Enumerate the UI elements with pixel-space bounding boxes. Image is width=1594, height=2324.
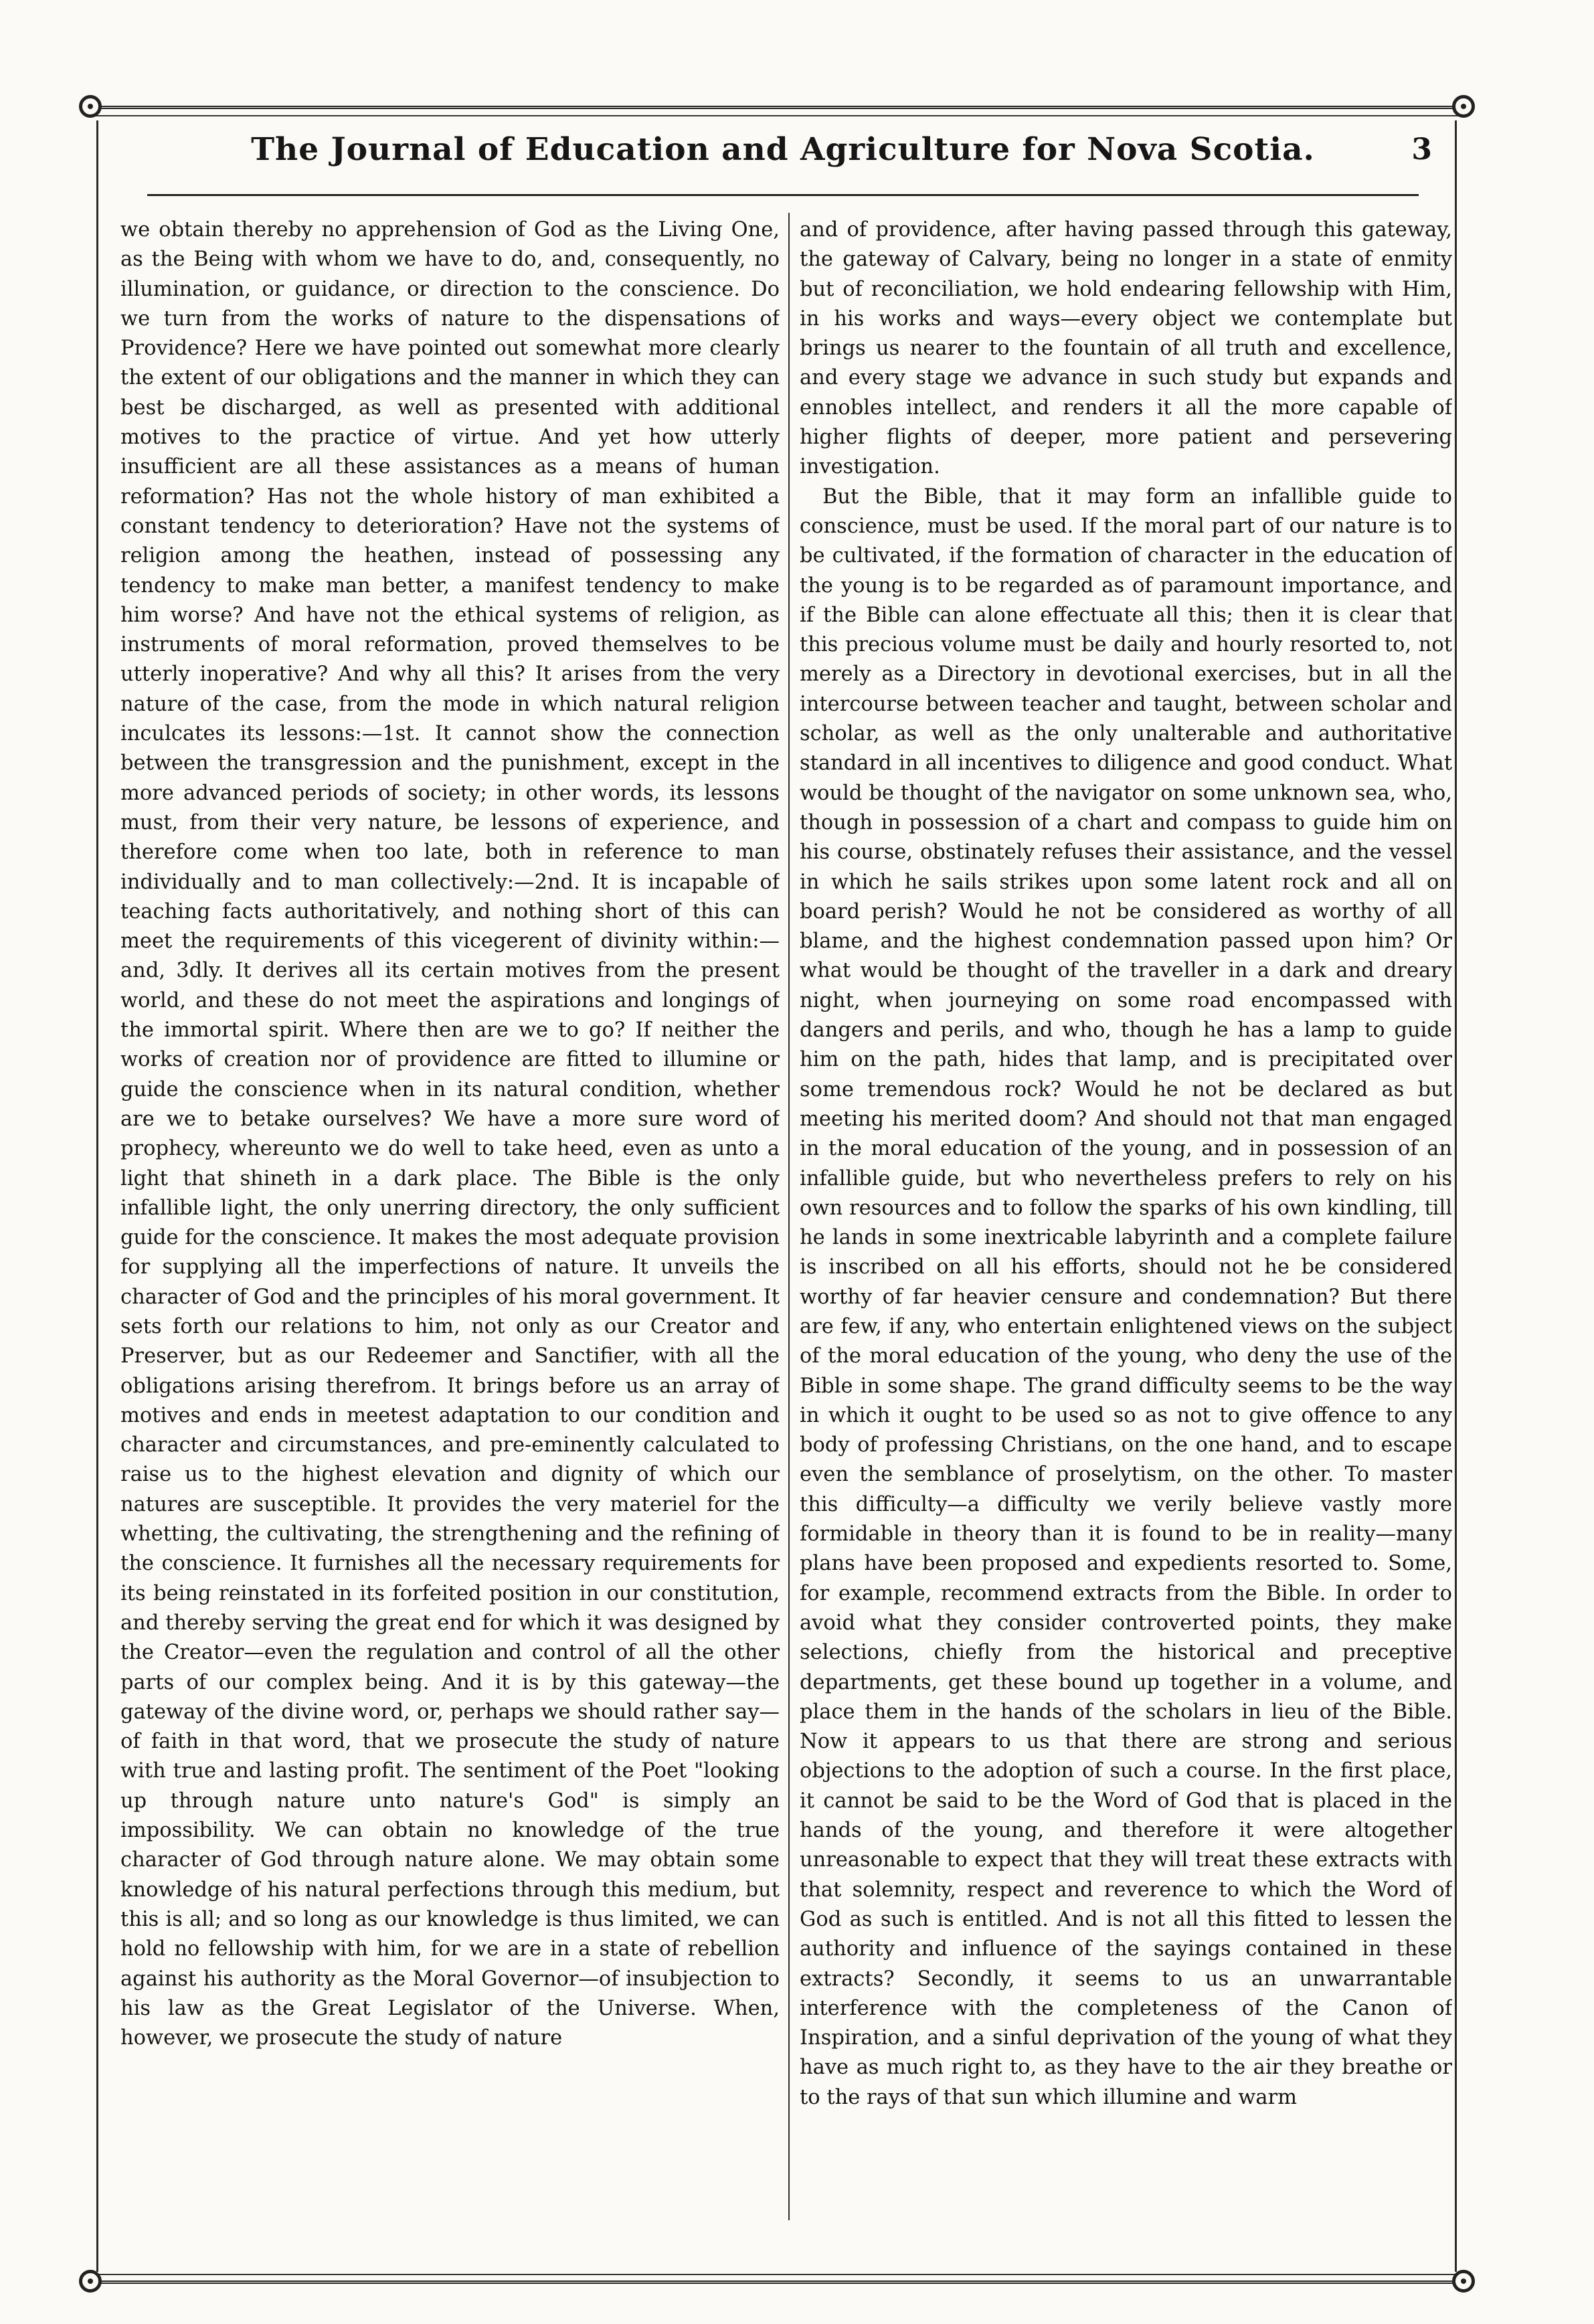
bottom-border-thin-rule: [94, 2274, 1459, 2275]
running-header: [120, 131, 1445, 182]
right-text-column: [800, 215, 1452, 2223]
journal-title: The Journal of Education and Agriculture for Nova Scotia.: [251, 131, 1315, 168]
right-frame-rule: [1455, 120, 1457, 2272]
top-border-thin-rule: [94, 115, 1459, 116]
corner-ornament-icon: [79, 2270, 102, 2293]
header-rule: [147, 194, 1419, 196]
left-frame-rule: [96, 120, 98, 2272]
left-text-column: [120, 215, 780, 2223]
corner-ornament-icon: [1452, 95, 1475, 118]
paragraph: we obtain thereby no apprehension of God as the Living One, as the Being with whom we have to do, and, consequently, no illumination, or guidance, or direction to the conscience. Do we turn from the works of nature to the dispensations of Providence? Here we have pointed out somewhat more clearly the extent of our obligations and the manner in which they can best be discharged, as well as presented with additional motives to the practice of virtue. And yet how utterly insufficient are all these assistances as a means of human reformation? Has not the whole history of man exhibited a constant tendency to deterioration? Have not the systems of religion among the heathen, instead of possessing any tendency to make man better, a manifest tendency to make him worse? And have not the ethical systems of religion, as instruments of moral reformation, proved themselves to be utterly inoperative? And why all this? It arises from the very nature of the case, from the mode in which natural religion inculcates its lessons:—1st. It cannot show the connection between the transgression and the punishment, except in the more advanced periods of society; in other words, its lessons must, from their very nature, be lessons of experience, and therefore come when too late, both in reference to man individually and to man collectively:—2nd. It is incapable of teaching facts authoritatively, and nothing short of this can meet the requirements of this vicegerent of divinity within:—and, 3dly. It derives all its certain motives from the present world, and these do not meet the aspirations and longings of the immortal spirit. Where then are we to go? If neither the works of creation nor of providence are fitted to illumine or guide the conscience when in its natural condition, whether are we to betake ourselves? We have a more sure word of prophecy, whereunto we do well to take heed, even as unto a light that shineth in a dark place. The Bible is the only infallible light, the only unerring directory, the only sufficient guide for the conscience. It makes the most adequate provision for supplying all the imperfections of nature. It unveils the character of God and the principles of his moral government. It sets forth our relations to him, not only as our Creator and Preserver, but as our Redeemer and Sanctifier, with all the obligations arising therefrom. It brings before us an array of motives and ends in meetest adaptation to our condition and character and circumstances, and pre-eminently calculated to raise us to the highest elevation and dignity of which our natures are susceptible. It provides the very materiel for the whetting, the cultivating, the strengthening and the refining of the conscience. It furnishes all the necessary requirements for its being reinstated in its forfeited position in our constitution, and thereby serving the great end for which it was designed by the Creator—even the regulation and control of all the other parts of our complex being. And it is by this gateway—the gateway of the divine word, or, perhaps we should rather say—of faith in that word, that we prosecute the study of nature with true and lasting profit. The sentiment of the Poet "looking up through nature unto nature's God" is simply an impossibility. We can obtain no knowledge of the true character of God through nature alone. We may obtain some knowledge of his natural perfections through this medium, but this is all; and so long as our knowledge is thus limited, we can hold no fellowship with him, for we are in a state of rebellion against his authority as the Moral Governor—of insubjection to his law as the Great Legislator of the Universe. When, however, we prosecute the study of nature: [120, 218, 780, 2050]
corner-ornament-icon: [79, 95, 102, 118]
column-divider: [788, 213, 790, 2220]
bottom-border-rule: [87, 2281, 1466, 2284]
page-number: 3: [1411, 132, 1432, 167]
top-border-rule: [87, 106, 1466, 109]
paragraph: But the Bible, that it may form an infallible guide to conscience, must be used. If the moral part of our nature is to be cultivated, if the formation of character in the education of the young is to be regarded as of paramount importance, and if the Bible can alone effectuate all this; then it is clear that this precious volume must be daily and hourly resorted to, not merely as a Directory in devotional exercises, but in all the intercourse between teacher and taught, between scholar and scholar, as well as the only unalterable and authoritative standard in all incentives to diligence and good conduct. What would be thought of the navigator on some unknown sea, who, though in possession of a chart and compass to guide him on his course, obstinately refuses their assistance, and the vessel in which he sails strikes upon some latent rock and all on board perish? Would he not be considered as worthy of all blame, and the highest condemnation passed upon him? Or what would be thought of the traveller in a dark and dreary night, when journeying on some road encompassed with dangers and perils, and who, though he has a lamp to guide him on the path, hides that lamp, and is precipitated over some tremendous rock? Would he not be declared as but meeting his merited doom? And should not that man engaged in the moral education of the young, and in possession of an infallible guide, but who nevertheless prefers to rely on his own resources and to follow the sparks of his own kindling, till he lands in some inextricable labyrinth and a complete failure is inscribed on all his efforts, should not he be considered worthy of far heavier censure and condemnation? But there are few, if any, who entertain enlightened views on the subject of the moral education of the young, who deny the use of the Bible in some shape. The grand difficulty seems to be the way in which it ought to be used so as not to give offence to any body of professing Christians, on the one hand, and to escape even the semblance of proselytism, on the other. To master this difficulty—a difficulty we verily believe vastly more formidable in theory than it is found to be in reality—many plans have been proposed and expedients resorted to. Some, for example, recommend extracts from the Bible. In order to avoid what they consider controverted points, they make selections, chiefly from the historical and preceptive departments, get these bound up together in a volume, and place them in the hands of the scholars in lieu of the Bible. Now it appears to us that there are strong and serious objections to the adoption of such a course. In the first place, it cannot be said to be the Word of God that is placed in the hands of the young, and therefore it were altogether unreasonable to expect that they will treat these extracts with that solemnity, respect and reverence to which the Word of God as such is entitled. And is not all this fitted to lessen the authority and influence of the sayings contained in these extracts? Secondly, it seems to us an unwarrantable interference with the completeness of the Canon of Inspiration, and a sinful deprivation of the young of what they have as much right to, as they have to the air they breathe or to the rays of that sun which illumine and warm: [800, 484, 1452, 2109]
corner-ornament-icon: [1452, 2270, 1475, 2293]
paragraph: and of providence, after having passed through this gateway, the gateway of Calvary, being no longer in a state of enmity but of reconciliation, we hold endearing fellowship with Him, in his works and ways—every object we contemplate but brings us nearer to the fountain of all truth and excellence, and every stage we advance in such study but expands and ennobles intellect, and renders it all the more capable of higher flights of deeper, more patient and persevering investigation.: [800, 218, 1452, 479]
